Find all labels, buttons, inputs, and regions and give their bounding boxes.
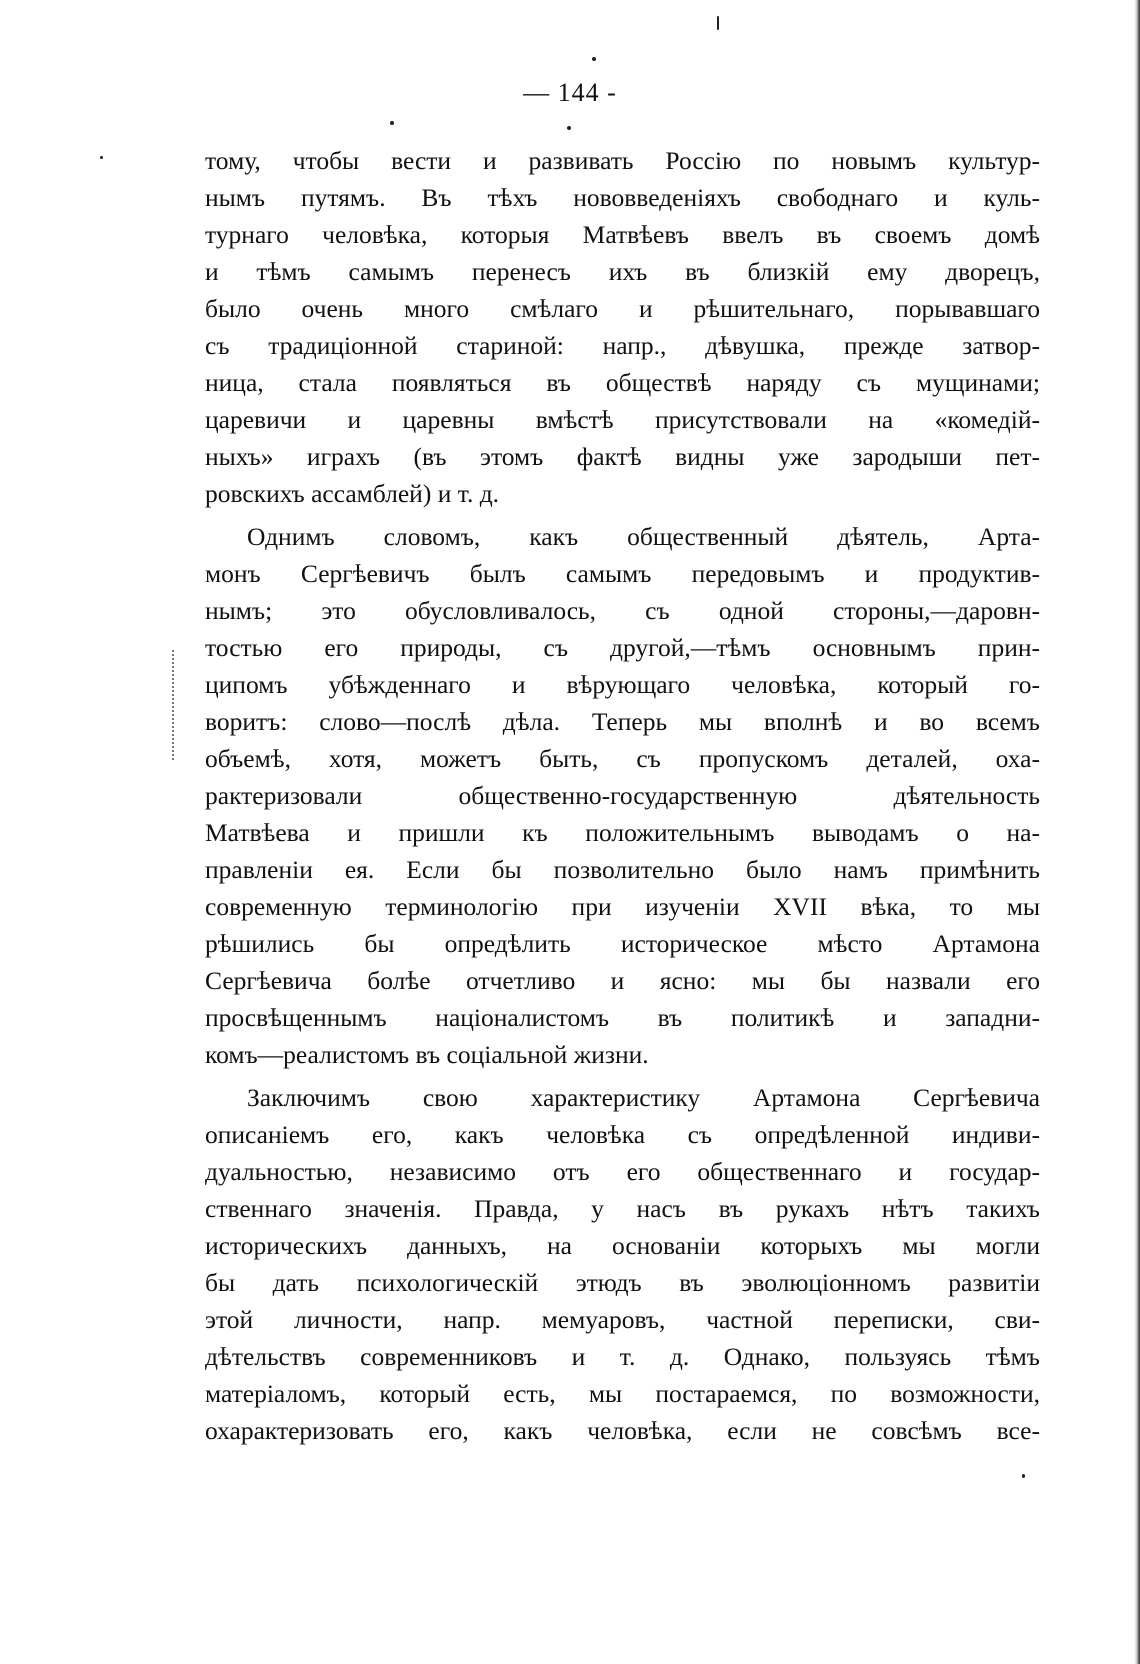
text-line: комъ—реалистомъ въ соціальной жизни. [205, 1040, 649, 1069]
page-number: — 144 - [523, 78, 617, 107]
text-line: объемѣ, хотя, можетъ быть, съ пропускомъ деталей, оха- [205, 744, 1040, 773]
text-line: царевичи и царевны вмѣстѣ присутствовали на «комедій- [205, 405, 1040, 434]
text-line: описаніемъ его, какъ человѣка съ опредѣленной индиви- [205, 1120, 1040, 1149]
text-line: ственнаго значенія. Правда, у насъ въ рукахъ нѣтъ такихъ [205, 1194, 1040, 1223]
text-line: ципомъ убѣжденнаго и вѣрующаго человѣка, который го- [205, 670, 1040, 699]
text-line: рѣшились бы опредѣлить историческое мѣсто Артамона [205, 929, 1040, 958]
paragraph-3 [205, 1079, 1040, 1449]
text-line: историческихъ данныхъ, на основаніи которыхъ мы могли [205, 1231, 1040, 1260]
text-line: монъ Сергѣевичъ былъ самымъ передовымъ и продуктив- [205, 559, 1040, 588]
text-line: современную терминологію при изученіи XVII вѣка, то мы [205, 892, 1040, 921]
text-line: тостью его природы, съ другой,—тѣмъ основнымъ прин- [205, 633, 1040, 662]
text-line: охарактеризовать его, какъ человѣка, если не совсѣмъ все- [205, 1416, 1040, 1445]
text-line: съ традиціонной стариной: напр., дѣвушка, прежде затвор- [205, 331, 1040, 360]
text-line: Матвѣева и пришли къ положительнымъ выводамъ о на- [205, 818, 1040, 847]
text-line: ровскихъ ассамблей) и т. д. [205, 479, 500, 508]
text-line: нымъ путямъ. Въ тѣхъ нововведеніяхъ свободнаго и куль- [205, 183, 1040, 212]
scan-edge-shadow [1134, 0, 1140, 1664]
scan-speck [1022, 1474, 1025, 1478]
text-line: матеріаломъ, который есть, мы постараемся, по возможности, [205, 1379, 1040, 1408]
text-line: дѣтельствъ современниковъ и т. д. Однако, пользуясь тѣмъ [205, 1342, 1040, 1371]
text-line: турнаго человѣка, которыя Матвѣевъ ввелъ въ своемъ домѣ [205, 220, 1040, 249]
paragraph-2 [205, 518, 1040, 1073]
text-line: Сергѣевича болѣе отчетливо и ясно: мы бы назвали его [205, 966, 1040, 995]
text-line: воритъ: слово—послѣ дѣла. Теперь мы вполнѣ и во всемъ [205, 707, 1040, 736]
scan-speck [390, 121, 394, 125]
text-line: нымъ; это обусловливалось, съ одной стороны,—даровн- [205, 596, 1040, 625]
paragraph-1 [205, 142, 1040, 512]
text-line: дуальностью, независимо отъ его общественнаго и государ- [205, 1157, 1040, 1186]
scan-speck [592, 57, 596, 61]
text-line: рактеризовали общественно-государственную дѣятельность [205, 781, 1040, 810]
text-line: ныхъ» играхъ (въ этомъ фактѣ видны уже зародыши пет- [205, 442, 1040, 471]
body-text [205, 142, 1040, 1449]
scan-speck [100, 156, 103, 159]
text-line: правленіи ея. Если бы позволительно было намъ примѣнить [205, 855, 1040, 884]
text-line: этой личности, напр. мемуаровъ, частной переписки, сви- [205, 1305, 1040, 1334]
scan-speck [717, 16, 719, 30]
text-line: бы дать психологическій этюдъ въ эволюціонномъ развитіи [205, 1268, 1040, 1297]
text-line: и тѣмъ самымъ перенесъ ихъ въ близкій ему дворецъ, [205, 257, 1040, 286]
text-line: ница, стала появляться въ обществѣ наряду съ мущинами; [205, 368, 1040, 397]
margin-pencil-mark [172, 650, 177, 760]
text-line: Заключимъ свою характеристику Артамона Сергѣевича [247, 1083, 1040, 1112]
scan-speck [567, 126, 571, 130]
text-line: было очень много смѣлаго и рѣшительнаго, порывавшаго [205, 294, 1040, 323]
text-line: тому, чтобы вести и развивать Россію по новымъ культур- [205, 146, 1040, 175]
text-line: просвѣщеннымъ націоналистомъ въ политикѣ и западни- [205, 1003, 1040, 1032]
text-line: Однимъ словомъ, какъ общественный дѣятель, Арта- [247, 522, 1040, 551]
